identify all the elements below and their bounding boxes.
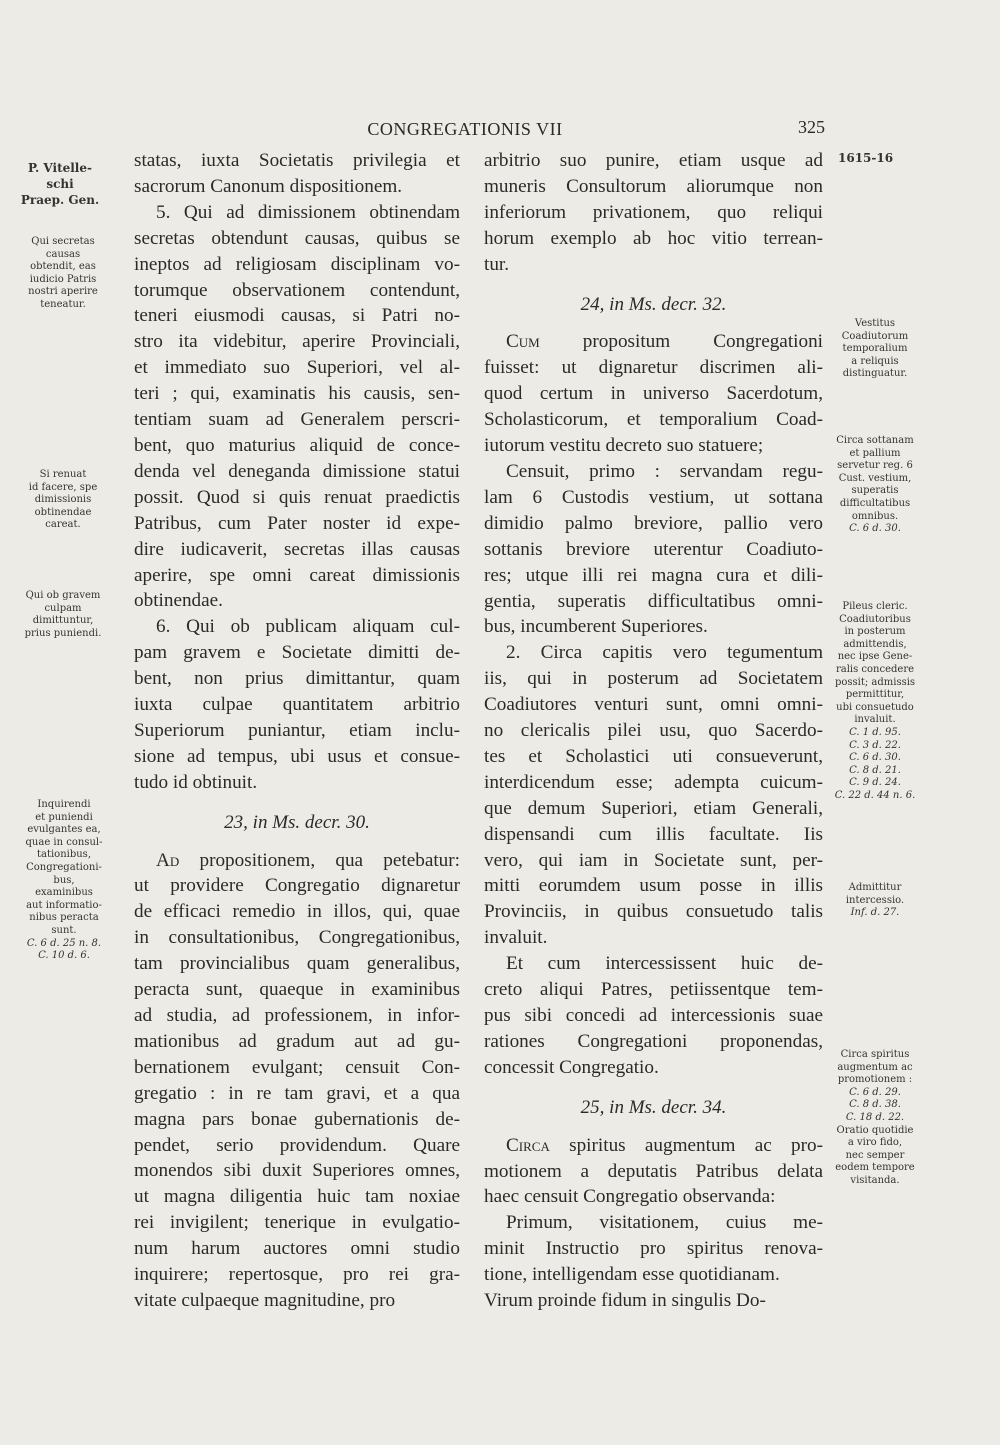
margin-note-line: id facere, spe — [28, 481, 98, 493]
margin-note-line: et puniendi — [35, 811, 93, 823]
text-line: Patribus, cum Pater noster id expe- — [134, 512, 460, 534]
text-line: iis, qui in posterum ad Societatem — [484, 668, 823, 690]
margin-note-line: a viro fido, — [847, 1137, 903, 1149]
text-line: Superiorum puniantur, etiam inclu- — [134, 719, 460, 741]
text-line: no clericalis pilei usu, quo Sacerdo- — [484, 720, 823, 742]
text-line: statas, iuxta Societatis privilegia et — [134, 150, 460, 171]
running-header: CONGREGATIONIS VII — [367, 119, 563, 139]
margin-note-line: iudicio Patris — [29, 273, 97, 285]
margin-note-line: dimittuntur, — [32, 615, 94, 627]
margin-note-line: sunt. — [51, 924, 77, 936]
text-line: fuisset: ut dignaretur discrimen ali- — [484, 357, 823, 379]
margin-note-line: ubi consuetudo — [836, 701, 914, 713]
text-line: rationes Congregationi proponendas, — [484, 1030, 823, 1052]
text-line: possit. Quod si quis renuat praedictis — [134, 486, 460, 508]
text-line: tam provincialibus quam generalibus, — [134, 953, 460, 975]
decree-heading-24: 24, in Ms. decr. 32. — [580, 293, 727, 315]
margin-note-line: Cust. vestium, — [838, 472, 912, 484]
left-text-column — [134, 148, 460, 1314]
text-line: interdicendum esse; adempta cuicum- — [484, 771, 823, 793]
margin-note-line: promotionem : — [837, 1074, 913, 1086]
text-line: tudo id obtinuit. — [134, 771, 258, 793]
margin-note-line: quae in consul- — [25, 836, 103, 848]
margin-note-line: obtinendae — [34, 506, 92, 518]
text-line: in consultationibus, Congregationibus, — [134, 927, 460, 949]
margin-note-line: tationibus, — [36, 849, 91, 861]
margin-note-line: servetur reg. 6 — [837, 460, 913, 472]
margin-note-line: prius puniendi. — [24, 627, 102, 639]
margin-note-line: Oratio quotidie — [836, 1124, 914, 1136]
margin-note-line: Congregationi- — [26, 861, 102, 873]
margin-note-line: dimissionis — [34, 494, 92, 506]
text-line: ut magna diligentia huic tam noxiae — [134, 1186, 460, 1208]
margin-note-line: nec ipse Gene- — [837, 651, 913, 663]
text-line: stro ita videbitur, aperire Provinciali, — [134, 331, 460, 353]
margin-note-secret-causes — [10, 236, 116, 312]
margin-author — [6, 160, 114, 208]
text-line: quod certum in universo Sacerdotum, — [484, 383, 823, 405]
margin-note-line: C. 6 d. 30. — [849, 523, 901, 535]
text-line: que demum Superiori, etiam Generali, — [484, 797, 823, 819]
margin-note-line: intercessio. — [845, 894, 905, 906]
margin-note-line: superatis — [851, 485, 899, 497]
margin-note-line: omnibus. — [851, 510, 899, 522]
text-line: bus, incumberent Superiores. — [484, 616, 708, 638]
margin-note-line: nostri aperire — [28, 286, 98, 298]
text-line: pam gravem e Societate dimitti de- — [134, 642, 460, 664]
right-text-column — [484, 148, 823, 1314]
text-line-rest: propositum Congregationi — [539, 331, 823, 353]
text-line: magna pars bonae gubernationis de- — [134, 1108, 460, 1130]
margin-note-line: ralis concedere — [835, 663, 915, 675]
text-line: haec censuit Congregatio observanda: — [484, 1186, 776, 1208]
text-line: gentia, superatis difficultatibus omni- — [484, 590, 823, 612]
text-line: arbitrio suo punire, etiam usque ad — [484, 150, 823, 171]
margin-note-line: et pallium — [849, 447, 901, 459]
text-line: iutorum vestitu decreto suo statuere; — [484, 435, 764, 457]
small-caps-initial: Ad — [156, 849, 180, 871]
margin-note-line: evulgantes ea, — [27, 824, 101, 836]
text-line: pus sibi concedi ad intercessionis suae — [484, 1005, 823, 1026]
text-line: gregatio : in re tam gravi, et a qua — [134, 1082, 460, 1104]
margin-note-line: distinguatur. — [842, 368, 908, 380]
margin-note-line: nec semper — [845, 1149, 905, 1161]
margin-note-line: aut informatio- — [26, 899, 102, 911]
margin-note-divulgers — [8, 799, 120, 963]
margin-note-line: P. Vitelle- — [28, 161, 92, 175]
margin-note-line: difficultatibus — [839, 497, 911, 509]
text-line: ut providere Congregatio dignaretur — [134, 875, 460, 897]
margin-note-pileus — [820, 601, 930, 803]
text-line: tentiam suam ad Generalem perscri- — [134, 409, 460, 431]
text-line: Virum proinde fidum in singulis Do- — [484, 1290, 766, 1312]
margin-note-line: causas — [45, 248, 81, 260]
margin-note-line: visitanda. — [850, 1174, 900, 1186]
margin-note-sottana — [820, 435, 930, 536]
margin-note-vestitus — [820, 318, 930, 381]
text-line: vitate culpaeque magnitudine, pro — [134, 1289, 396, 1311]
small-caps-initial: Cum — [506, 331, 540, 353]
margin-note-line: C. 9 d. 24. — [849, 777, 901, 789]
text-line: num harum auctores omni studio — [134, 1238, 460, 1260]
text-line: secretas obtendunt causas, quibus se — [134, 227, 460, 249]
text-line: aperire, spe omni careat dimissionis — [134, 564, 460, 586]
text-line: sottanis breviore uterentur Coadiuto- — [484, 538, 823, 560]
margin-note-line: C. 8 d. 21. — [849, 764, 901, 776]
text-line: de efficaci remedio in illos, qui, quae — [134, 901, 460, 923]
text-line: bernationem evulgant; censuit Con- — [134, 1056, 460, 1078]
decree-heading-23: 23, in Ms. decr. 30. — [224, 811, 370, 833]
small-caps-initial: Circa — [506, 1134, 550, 1156]
text-line: bent, quo maturius aliquid de conce- — [134, 434, 460, 456]
text-line: tione, intelligendam esse quotidianam. — [484, 1264, 780, 1286]
margin-note-line: teneatur. — [40, 298, 86, 310]
margin-note-line: C. 18 d. 22. — [845, 1111, 905, 1123]
margin-note-line: C. 1 d. 95. — [849, 726, 901, 738]
margin-note-line: C. 22 d. 44 n. 6. — [834, 789, 916, 801]
margin-note-line: Si renuat — [39, 469, 87, 480]
decree-25-text — [484, 1133, 823, 1314]
text-line: 6. Qui ob publicam aliquam cul- — [156, 616, 460, 638]
margin-note-line: C. 6 d. 25 n. 8. — [26, 937, 102, 949]
margin-note-line: obtendit, eas — [30, 261, 96, 273]
text-line: horum exemplo ab hoc vitio terrean- — [484, 227, 823, 249]
right-paragraphs — [484, 148, 823, 278]
margin-note-line: C. 3 d. 22. — [849, 739, 901, 751]
text-line: Scholasticorum, et temporalium Coad- — [484, 409, 823, 431]
text-line: sacrorum Canonum dispositionem. — [134, 175, 403, 197]
text-line-rest: propositionem, qua petebatur: — [179, 849, 460, 871]
text-line: Coadiutores venturi sunt, omni omni- — [484, 694, 823, 716]
margin-note-line: invaluit. — [854, 714, 896, 726]
text-line: tur. — [484, 253, 510, 275]
text-line: muneris Consultorum aliorumque non — [484, 175, 823, 197]
text-line: mationibus ad gradum aut ad gu- — [134, 1030, 460, 1052]
margin-note-line: schi — [46, 177, 74, 191]
margin-note-line: temporalium — [842, 343, 908, 355]
margin-note-line: C. 10 d. 6. — [38, 950, 90, 962]
text-line: peracta sunt, quaeque in examinibus — [134, 979, 460, 1001]
page-number: 325 — [798, 117, 825, 137]
margin-note-line: Admittitur — [848, 882, 902, 893]
text-line: teri ; qui, examinatis his causis, sen- — [134, 383, 460, 405]
text-line: 2. Circa capitis vero tegumentum — [506, 642, 823, 664]
margin-note-line: Qui secretas — [31, 236, 95, 247]
decree-24-text — [484, 329, 823, 1080]
text-line: teneri eiusmodi causas, si Patri no- — [134, 305, 460, 327]
margin-note-grave-fault — [8, 590, 118, 640]
margin-note-line: Inquirendi — [37, 799, 91, 810]
text-line: Primum, visitationem, cuius me- — [506, 1212, 823, 1234]
text-line: rei invigilent; tenerique in evulgatio- — [134, 1212, 460, 1234]
text-line — [134, 848, 460, 874]
margin-note-line: careat. — [45, 519, 81, 531]
margin-note-spiritus — [820, 1049, 930, 1188]
text-line: lam 6 Custodis vestium, ut sottana — [484, 486, 823, 508]
text-line: Et cum intercessissent huic de- — [506, 953, 823, 975]
text-line: obtinendae. — [134, 590, 223, 612]
margin-note-line: Coadiutorum — [841, 330, 909, 342]
margin-note-line: bus, — [53, 874, 75, 886]
text-line: iuxta culpae quantitatem arbitrio — [134, 694, 460, 716]
decree-heading-25: 25, in Ms. decr. 34. — [580, 1096, 727, 1118]
text-line: Provinciis, in quibus consuetudo talis — [484, 901, 823, 923]
text-line: monendos sibi duxit Superiores omnes, — [134, 1160, 460, 1182]
text-line: motionem a deputatis Patribus delata — [484, 1160, 823, 1182]
margin-note-line: admittendis, — [843, 638, 907, 650]
text-line: et immediato suo Superiori, vel al- — [134, 357, 460, 379]
margin-note-line: examinibus — [35, 887, 93, 899]
text-line: denda vel deneganda dimissione statui — [134, 460, 460, 482]
text-line: concessit Congregatio. — [484, 1056, 659, 1078]
text-line: inquirere; repertosque, pro rei gra- — [134, 1264, 460, 1286]
text-line: tes et Scholastici uti consueverunt, — [484, 745, 823, 767]
margin-note-line: possit; admissis — [834, 676, 916, 688]
margin-note-line: C. 6 d. 29. — [849, 1086, 901, 1098]
margin-note-line: C. 6 d. 30. — [849, 752, 901, 764]
text-line: dire iudicaverit, secretas illas causas — [134, 538, 460, 560]
margin-note-line: Circa sottanam — [836, 435, 914, 446]
margin-years: 1615-16 — [838, 151, 894, 165]
margin-note-line: Coadiutoribus — [839, 613, 911, 625]
margin-note-line: culpam — [44, 602, 82, 614]
margin-note-line: augmentum ac — [837, 1061, 913, 1073]
margin-note-line: Circa spiritus — [840, 1049, 910, 1060]
margin-note-line: Inf. d. 27. — [850, 907, 900, 919]
text-line: Censuit, primo : servandam regu- — [506, 460, 823, 482]
text-line: dispensandi cum illis facultate. Iis — [484, 823, 823, 845]
margin-note-line: nibus peracta — [29, 912, 99, 924]
left-paragraphs — [134, 148, 460, 796]
text-line: sione ad tempus, ubi usus et consue- — [134, 745, 460, 767]
margin-note-line: permittitur, — [845, 689, 905, 701]
text-line: vero, qui iam in Societate sunt, per- — [484, 849, 823, 871]
text-line: invaluit. — [484, 927, 548, 949]
text-line-rest: spiritus augmentum ac pro- — [549, 1134, 823, 1156]
margin-note-line: in posterum — [844, 626, 906, 638]
text-line: res; utque illi rei magna cura et dili- — [484, 564, 823, 586]
text-line — [484, 329, 823, 355]
text-line: 5. Qui ad dimissionem obtinendam — [156, 201, 460, 223]
text-line: bent, non prius dimittantur, quam — [134, 668, 460, 690]
text-line: ad studia, ad professionem, in infor- — [134, 1005, 460, 1026]
margin-note-line: eodem tempore — [835, 1162, 915, 1174]
text-line: dimidio palmo breviore, pallio vero — [484, 512, 823, 534]
text-line: inferiorum privationem, quo reliqui — [484, 201, 823, 223]
margin-note-intercessio — [820, 882, 930, 920]
text-line: ineptos ad religiosam disciplinam vo- — [134, 253, 460, 275]
text-line: pendet, serio providendum. Quare — [134, 1134, 460, 1156]
margin-note-refusal — [10, 469, 116, 532]
margin-note-line: C. 8 d. 38. — [849, 1099, 901, 1111]
text-line: creto aliqui Patres, petiissentque tem- — [484, 979, 823, 1001]
margin-note-line: a reliquis — [851, 355, 899, 367]
margin-note-line: Vestitus — [854, 318, 896, 329]
margin-note-line: Qui ob gravem — [25, 590, 101, 601]
margin-note-line: Praep. Gen. — [20, 193, 100, 207]
margin-note-line: Pileus cleric. — [842, 601, 908, 612]
text-line: mitti eorumdem usum posse in illis — [484, 875, 823, 897]
decree-23-text — [134, 848, 460, 1314]
text-line: minit Instructio pro spiritus renova- — [484, 1238, 823, 1260]
text-line — [484, 1133, 823, 1159]
text-line: torumque observationem contendunt, — [134, 279, 460, 301]
